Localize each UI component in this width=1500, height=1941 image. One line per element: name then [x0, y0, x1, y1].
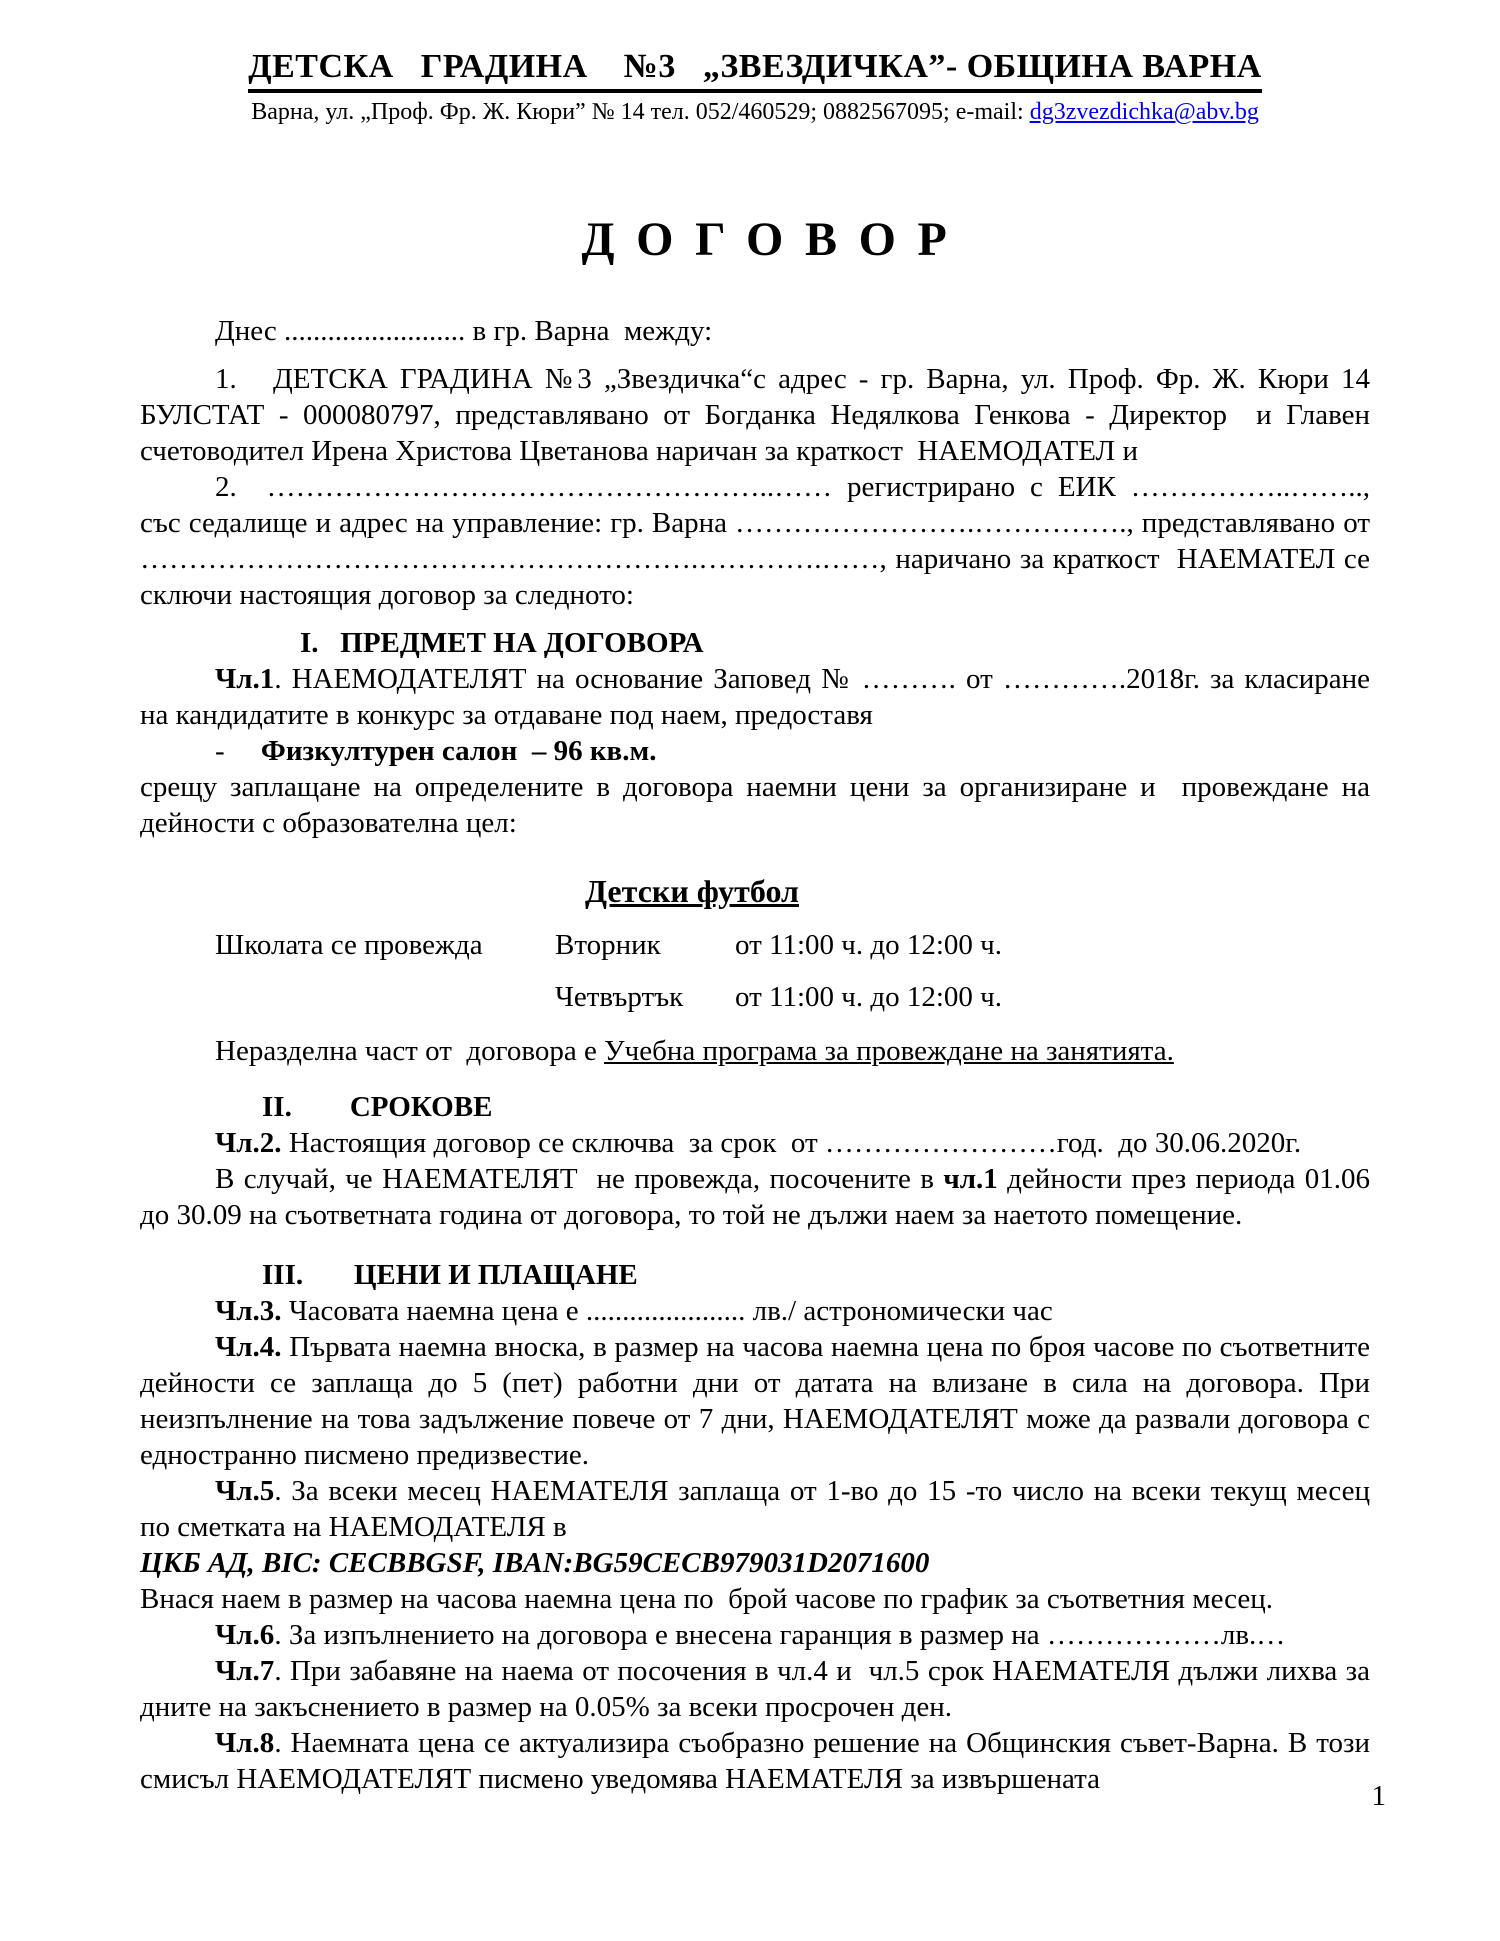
text-run: II. СРОКОВЕ: [262, 1091, 493, 1123]
schedule-day: Четвъртък: [555, 981, 684, 1013]
text-run: . НАЕМОДАТЕЛЯТ на основание Заповед № ………. от ………….2018г. за класиране на кандидатите в конкурс за отдаване под наем, предоставя: [140, 663, 1370, 731]
intro-line: [140, 313, 1370, 349]
text-run: В случай, че НАЕМАТЕЛЯТ не провежда, посочените в: [215, 1163, 944, 1195]
text-run: . Наемната цена се актуализира съобразно решение на Общинския съвет-Варна. В този смисъл НАЕМОДАТЕЛЯТ писмено уведомява НАЕМАТЕЛЯ за извършената: [140, 1727, 1370, 1795]
text-run: Настоящия договор се сключва за срок от ……………………год. до 30.06.2020г.: [281, 1127, 1302, 1159]
schedule-intro-label: Школата се провежда: [215, 929, 483, 961]
text-run: Чл.3.: [215, 1295, 282, 1327]
schedule-row: [215, 979, 1370, 1015]
text-run: 2. ……………………………………………..…… регистрирано с ЕИК ……………..…….., със седалище и адрес на управление: гр. Варна …………………….……………., представлявано от ………………………………………………….………….……, наричано за краткост НАЕМАТЕЛ се сключи настоящия договор за следното:: [140, 471, 1370, 611]
text-run: Чл.8: [215, 1727, 275, 1759]
clause-1: [140, 661, 1370, 733]
org-name-heading: [140, 40, 1370, 93]
clause-1-continuation: [140, 769, 1370, 841]
document-title: ДОГОВОР: [581, 213, 969, 266]
text-run: Чл.4.: [215, 1331, 282, 1363]
text-run: Чл.5: [215, 1475, 275, 1507]
clause-3: [140, 1293, 1370, 1329]
text-run: I. ПРЕДМЕТ НА ДОГОВОРА: [300, 627, 704, 659]
text-run: Първата наемна вноска, в размер на часова наемна цена по броя часове по съответните дейности се заплаща до 5 (пет) работни дни от датата на влизане в сила на договора. При неизпълнение на това задължение повече от 7 дни, НАЕМОДАТЕЛЯТ може да развали договора с едностранно писмено предизвестие.: [140, 1331, 1370, 1471]
section-heading-3: [262, 1257, 1370, 1293]
clause-2-continuation: [140, 1161, 1370, 1233]
text-run: . За всеки месец НАЕМАТЕЛЯ заплаща от 1-во до 15 -то число на всеки текущ месец по сметката на НАЕМОДАТЕЛЯ в: [140, 1475, 1370, 1543]
bank-details: [140, 1545, 1370, 1581]
text-run: ЦКБ АД, BIC: CECBBGSF, IBAN:BG59CECB979031D2071600: [140, 1547, 930, 1579]
section-heading-1: [300, 625, 1370, 661]
clause-5: [140, 1473, 1370, 1545]
document-body: [140, 313, 1370, 1797]
text-run: чл.1: [943, 1163, 998, 1195]
schedule-time: от 11:00 ч. до 12:00 ч.: [735, 981, 1003, 1013]
text-run: Неразделна част от договора е: [215, 1035, 605, 1067]
text-run: дейности през периода 01.06 до 30.09 на съответната година от договора, то той не дължи наем за наетото помещение.: [140, 1163, 1370, 1231]
party-tenant: [140, 469, 1370, 613]
org-address: Варна, ул. „Проф. Фр. Ж. Кюри” № 14 тел. 052/460529; 0882567095; e-mail:: [251, 99, 1030, 125]
text-run: Часовата наемна цена е ...................... лв./ астрономически час: [281, 1295, 1053, 1327]
page-number: 1: [1371, 1780, 1386, 1812]
text-run: . При забавяне на наема от посочения в чл.4 и чл.5 срок НАЕМАТЕЛЯ дължи лихва за дните на закъснението в размер на 0.05% за всеки просрочен ден.: [140, 1655, 1370, 1723]
schedule-time: от 11:00 ч. до 12:00 ч.: [735, 929, 1003, 961]
clause-8: [140, 1725, 1370, 1797]
org-name-text: ДЕТСКА ГРАДИНА №3 „ЗВЕЗДИЧКА”- ОБЩИНА ВАРНА: [248, 47, 1262, 93]
section-heading-2: [262, 1089, 1370, 1125]
text-run: -: [215, 735, 261, 767]
clause-5-continuation: [140, 1581, 1370, 1617]
text-run: Внася наем в размер на часова наемна цена по брой часове по график за съответния месец.: [140, 1583, 1274, 1615]
text-run: Физкултурен салон – 96 кв.м.: [260, 735, 657, 767]
text-run: Днес ......................... в гр. Варна между:: [215, 315, 713, 347]
schedule-row: [215, 927, 1370, 963]
text-run: Чл.1: [215, 663, 275, 695]
leased-object: [140, 733, 1370, 769]
text-run: Учебна програма за провеждане на занятията.: [604, 1035, 1174, 1067]
party-landlord: [140, 361, 1370, 469]
clause-6: [140, 1617, 1370, 1653]
text-run: срещу заплащане на определените в договора наемни цени за организиране и провеждане на дейности с образователна цел:: [140, 771, 1370, 839]
text-run: Чл.7: [215, 1655, 275, 1687]
clause-7: [140, 1653, 1370, 1725]
text-run: 1. ДЕТСКА ГРАДИНА №3 „Звездичка“с адрес - гр. Варна, ул. Проф. Фр. Ж. Кюри 14 БУЛСТАТ - 000080797, представлявано от Богданка Недялкова Генкова - Директор и Главен счетоводител Ирена Христова Цветанова наричан за краткост НАЕМОДАТЕЛ и: [140, 363, 1370, 467]
email-link[interactable]: dg3zvezdichka@abv.bg: [1029, 99, 1259, 125]
text-run: Детски футбол: [585, 873, 799, 909]
schedule-day: Вторник: [555, 929, 661, 961]
text-run: . За изпълнението на договора е внесена гаранция в размер на ………………лв.…: [274, 1619, 1286, 1651]
text-run: III. ЦЕНИ И ПЛАЩАНЕ: [262, 1259, 638, 1291]
program-note: [140, 1033, 1370, 1069]
org-contact-line: [140, 97, 1370, 127]
clause-4: [140, 1329, 1370, 1473]
text-run: Чл.6: [215, 1619, 275, 1651]
activity-subtitle: [585, 871, 799, 911]
clause-2: [140, 1125, 1370, 1161]
text-run: Чл.2.: [215, 1127, 282, 1159]
